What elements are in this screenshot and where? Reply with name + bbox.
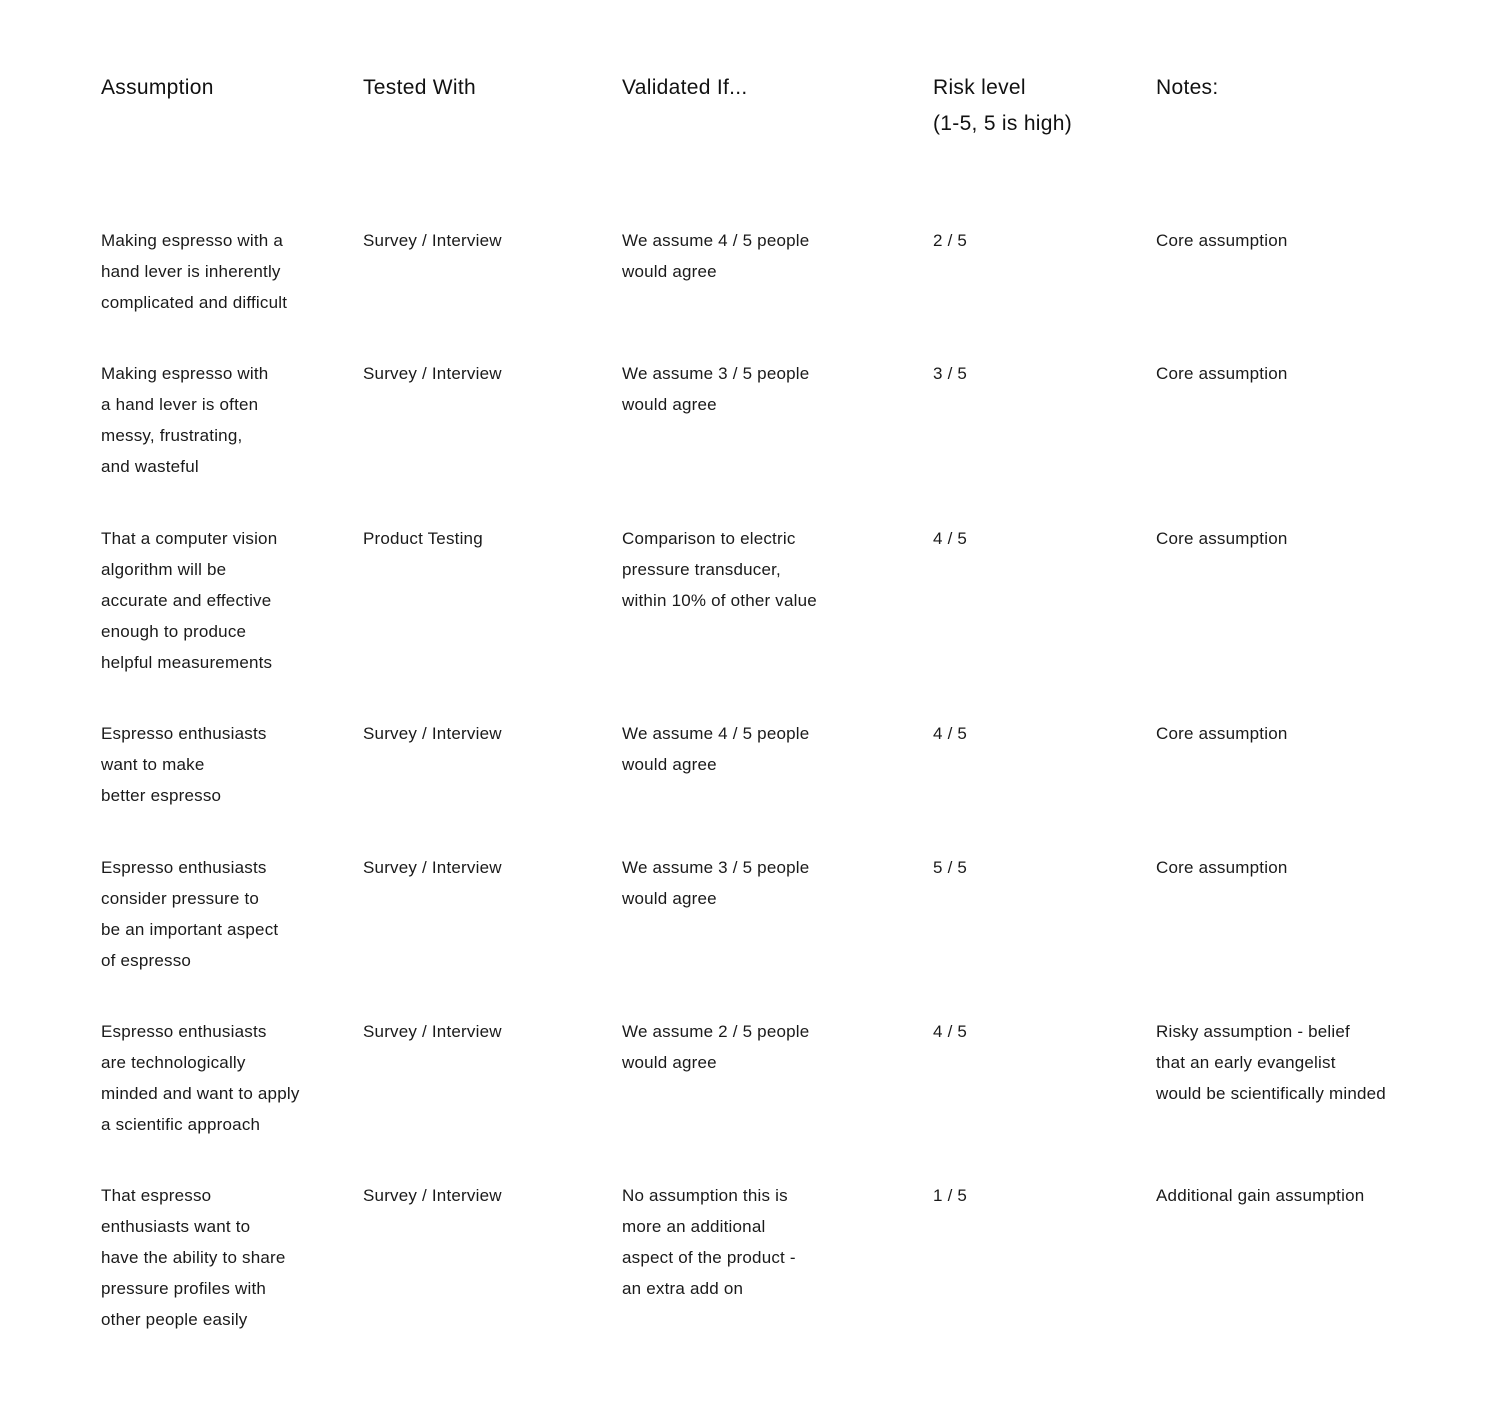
header-validated-if: Validated If... [622,76,748,99]
cell-risk: 4 / 5 [933,724,968,743]
cell-notes: Core assumption [1156,364,1288,383]
cell-assumption: That espresso enthusiasts want to have the ability to share pressure profiles with other people easily [101,1186,286,1329]
cell-validated-if: We assume 3 / 5 people would agree [622,364,810,414]
cell-tested-with: Survey / Interview [363,1186,502,1205]
header-assumption: Assumption [101,76,214,99]
cell-assumption: Espresso enthusiasts are technologically minded and want to apply a scientific approach [101,1022,300,1134]
cell-risk: 1 / 5 [933,1186,968,1205]
cell-assumption: Espresso enthusiasts want to make better espresso [101,724,267,805]
cell-risk: 3 / 5 [933,364,968,383]
cell-notes: Risky assumption - belief that an early evangelist would be scientifically minded [1156,1022,1386,1103]
cell-risk: 4 / 5 [933,1022,968,1041]
cell-validated-if: We assume 4 / 5 people would agree [622,724,810,774]
header-notes: Notes: [1156,76,1219,99]
cell-tested-with: Product Testing [363,529,483,548]
header-tested-with: Tested With [363,76,477,99]
cell-tested-with: Survey / Interview [363,231,502,250]
cell-tested-with: Survey / Interview [363,364,502,383]
cell-validated-if: We assume 4 / 5 people would agree [622,231,810,281]
cell-risk: 4 / 5 [933,529,968,548]
cell-validated-if: We assume 3 / 5 people would agree [622,858,810,908]
cell-notes: Core assumption [1156,231,1288,250]
cell-notes: Core assumption [1156,724,1288,743]
cell-assumption: Making espresso with a hand lever is often messy, frustrating, and wasteful [101,364,269,476]
cell-validated-if: Comparison to electric pressure transducer, within 10% of other value [622,529,817,610]
cell-assumption: Making espresso with a hand lever is inherently complicated and difficult [101,231,288,312]
cell-validated-if: We assume 2 / 5 people would agree [622,1022,810,1072]
cell-validated-if: No assumption this is more an additional aspect of the product - an extra add on [622,1186,796,1298]
cell-notes: Core assumption [1156,858,1288,877]
cell-assumption: Espresso enthusiasts consider pressure to be an important aspect of espresso [101,858,279,970]
cell-notes: Core assumption [1156,529,1288,548]
cell-risk: 2 / 5 [933,231,968,250]
cell-tested-with: Survey / Interview [363,858,502,877]
cell-risk: 5 / 5 [933,858,968,877]
cell-tested-with: Survey / Interview [363,1022,502,1041]
table-header [0,70,1508,160]
cell-tested-with: Survey / Interview [363,724,502,743]
cell-notes: Additional gain assumption [1156,1186,1365,1205]
cell-assumption: That a computer vision algorithm will be accurate and effective enough to produce helpful measurements [101,529,278,672]
header-risk-level: Risk level (1-5, 5 is high) [933,76,1073,135]
